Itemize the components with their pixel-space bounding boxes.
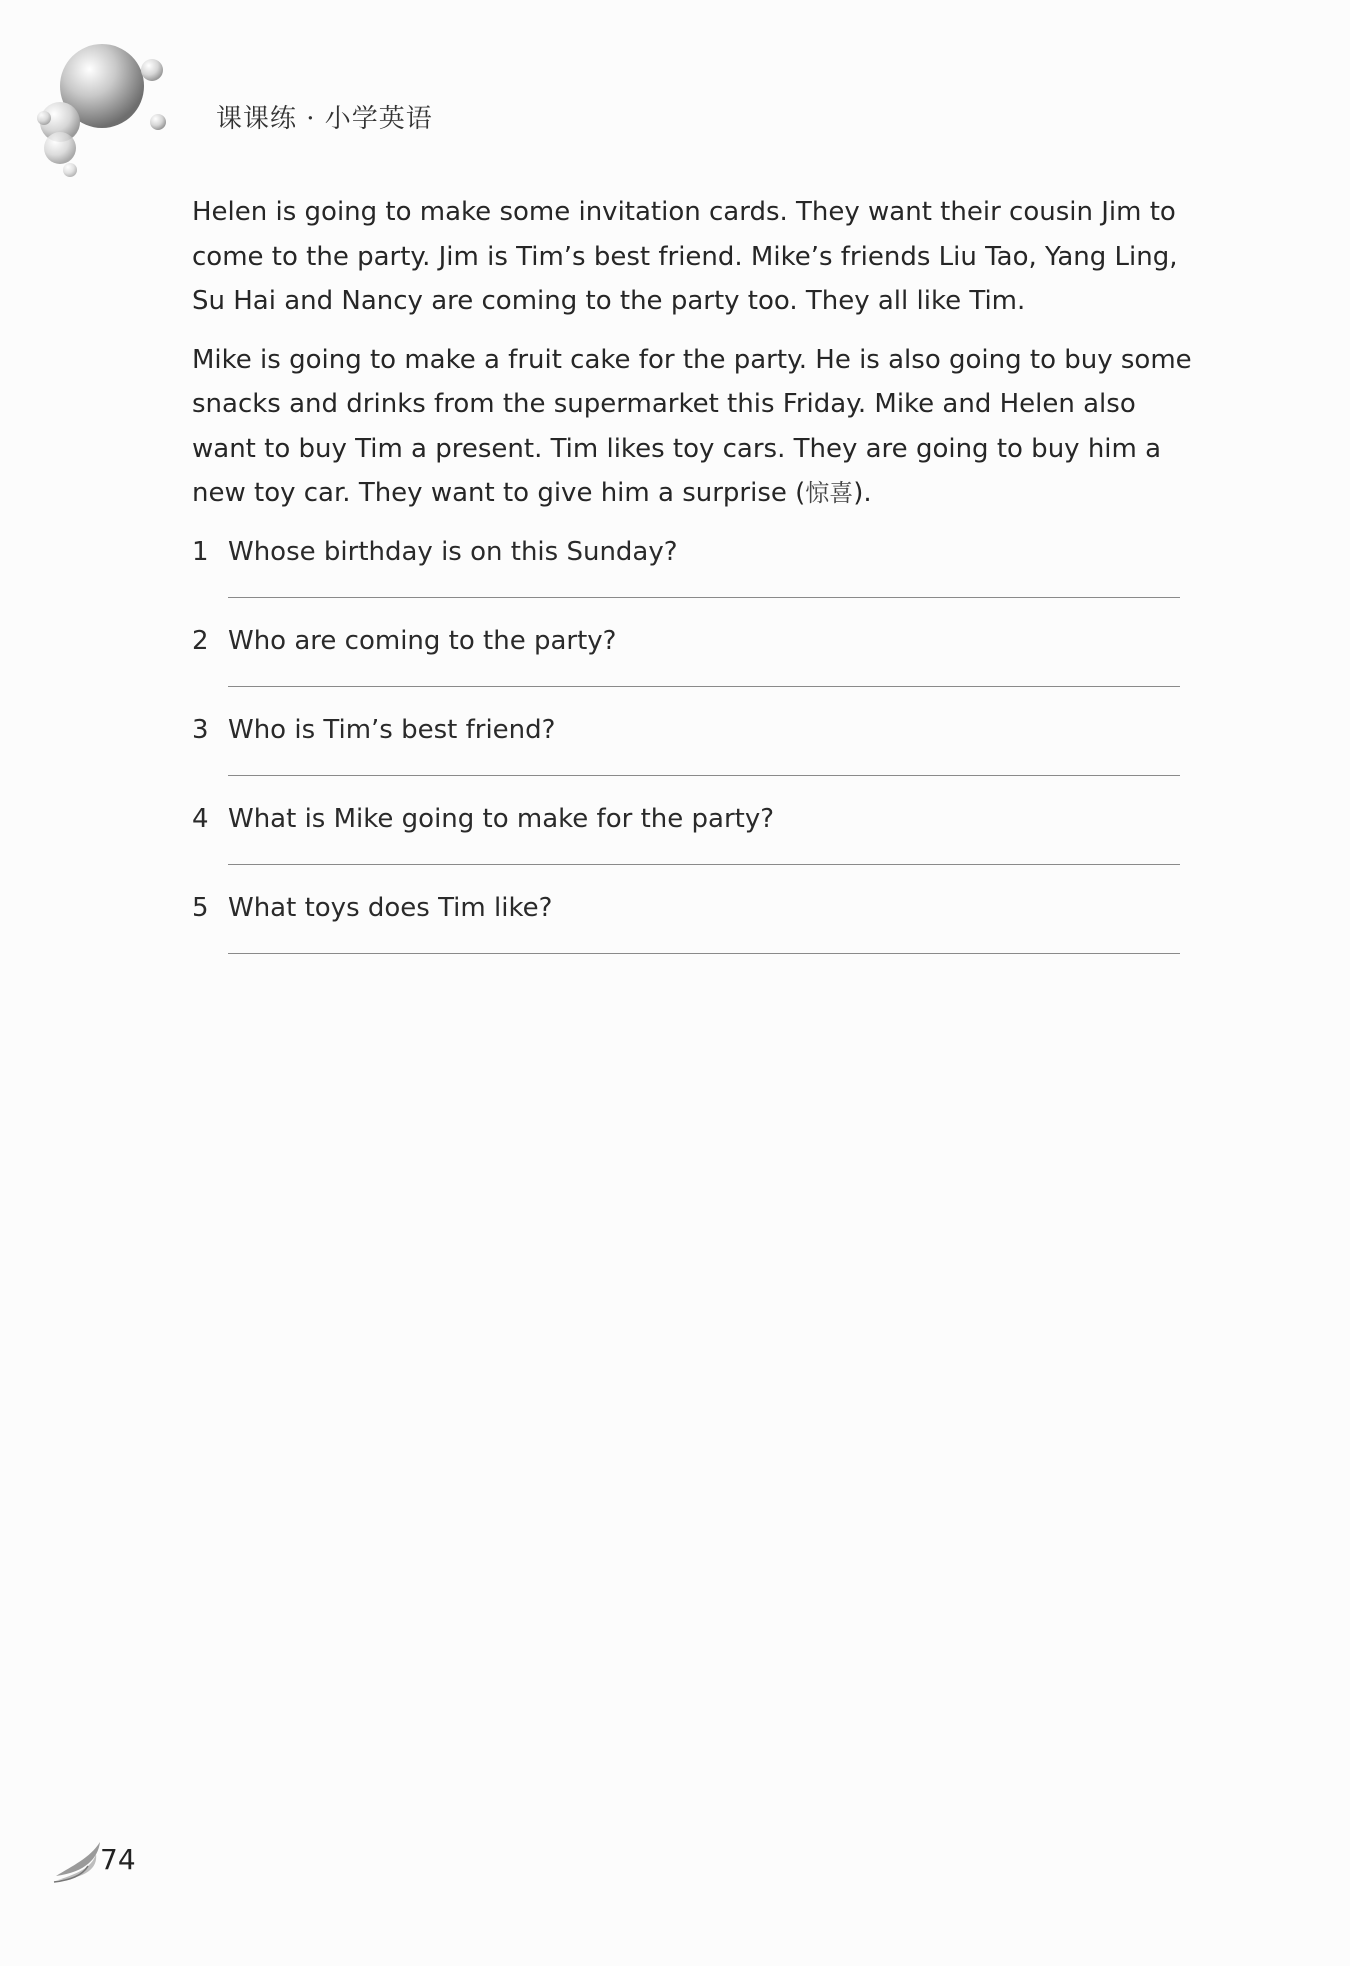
question-number: 1 [192, 536, 209, 567]
question-number: 3 [192, 714, 209, 745]
answer-line[interactable] [228, 864, 1180, 865]
question-text: Whose birthday is on this Sunday? [228, 536, 678, 567]
question-number: 2 [192, 625, 209, 656]
question-item [192, 797, 1192, 886]
passage-paragraph-1: Helen is going to make some invitation cards. They want their cousin Jim to come to the party. Jim is Tim’s best friend. Mike’s friends Liu Tao, Yang Ling, Su Hai and Nancy are coming to the party too. They all like Tim. [192, 197, 1178, 316]
question-text: Who is Tim’s best friend? [228, 714, 556, 745]
question-number: 5 [192, 892, 209, 923]
question-text: What toys does Tim like? [228, 892, 553, 923]
chinese-gloss: 惊喜 [805, 479, 854, 507]
answer-line[interactable] [228, 686, 1180, 687]
question-item [192, 708, 1192, 797]
question-item [192, 619, 1192, 708]
question-item [192, 530, 1192, 619]
question-list [192, 530, 1192, 975]
gloss-close: ). [853, 478, 872, 508]
bubbles-decoration-icon [30, 30, 190, 180]
page-header-title: 课课练 · 小学英语 [216, 104, 433, 134]
passage-paragraph-2 [192, 338, 1192, 516]
question-item [192, 886, 1192, 975]
answer-line[interactable] [228, 775, 1180, 776]
passage-paragraph-2-text: Mike is going to make a fruit cake for the party. He is also going to buy some snacks and drinks from the supermarket this Friday. Mike and Helen also want to buy Tim a present. Tim likes toy cars. They are going to buy him a new toy car. They want to give him a surprise ( [192, 344, 1192, 508]
question-number: 4 [192, 803, 209, 834]
answer-line[interactable] [228, 597, 1180, 598]
question-text: What is Mike going to make for the party? [228, 803, 775, 834]
question-text: Who are coming to the party? [228, 625, 617, 656]
page-number: 74 [100, 1843, 136, 1876]
answer-line[interactable] [228, 953, 1180, 954]
reading-exercise [192, 190, 1192, 975]
